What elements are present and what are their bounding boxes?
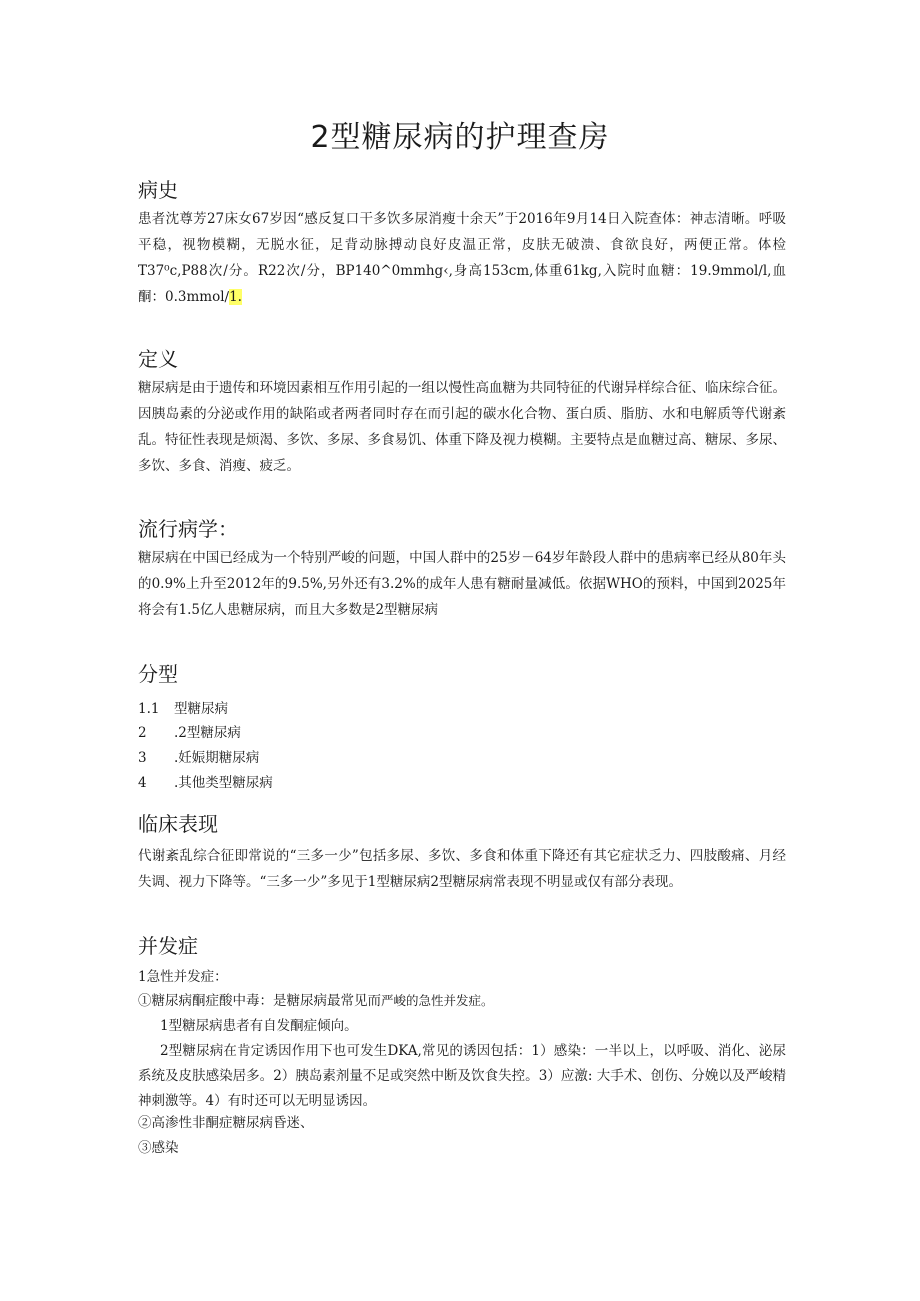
list-item-label: .其他类型糖尿病 <box>174 775 273 791</box>
list-item <box>138 721 241 745</box>
highlighted-text: 1. <box>229 289 242 305</box>
type2-note: 2型糖尿病在肯定诱因作用下也可发生DKA,常见的诱因包括：1）感染：一半以上，以呼吸、消化、泌尿系统及皮肤感染居多。2）胰岛素剂量不足或突然中断及饮食失控。3）应激: 大手术、创伤、分娩以及严峻精神刺激等。4）有时还可以无明显诱因。 <box>138 1043 786 1109</box>
list-item <box>138 697 228 721</box>
complications-heading: 并发症 <box>138 934 198 958</box>
list-item-label: .妊娠期糖尿病 <box>174 750 260 766</box>
page-title: 2型糖尿病的护理查房 <box>310 120 610 155</box>
definition-paragraph: 糖尿病是由于遗传和环境因素相互作用引起的一组以慢性高血糖为共同特征的代谢异样综合征、临床综合征。因胰岛素的分泌或作用的缺陷或者两者同时存在而引起的碳水化合物、蛋白质、脂肪、水和电解质等代谢紊乱。特征性表现是烦渴、多饮、多尿、多食易饥、体重下降及视力模糊。主要特点是血糖过高、糖尿、多尿、多饮、多食、消瘦、疲乏。 <box>138 380 786 474</box>
definition-heading: 定义 <box>138 347 178 371</box>
epidemiology-paragraph: 糖尿病在中国已经成为一个特别严峻的问题，中国人群中的25岁－64岁年龄段人群中的患病率已经从80年头的0.9%上升至2012年的9.5%,另外还有3.2%的成年人患有糖耐量减低。依据WHO的预料，中国到2025年将会有1.5亿人患糖尿病，而且大多数是2型糖尿病 <box>138 550 786 618</box>
clinical-paragraph: 代谢紊乱综合征即常说的“三多一少”包括多尿、多饮、多食和体重下降还有其它症状乏力、四肢酸痛、月经失调、视力下降等。“三多一少”多见于1型糖尿病2型糖尿病常表现不明显或仅有部分表现。 <box>138 848 786 890</box>
complication-item-1 <box>138 989 494 1013</box>
list-item <box>138 771 273 795</box>
complication-item-2: ②高渗性非酮症糖尿病昏迷、 <box>138 1115 314 1131</box>
complication-item-1-text: ①糖尿病酮症酸中毒：是糖尿病最常见而 <box>138 993 381 1009</box>
list-item-number: 4 <box>138 775 147 791</box>
list-item-number: 3 <box>138 750 147 766</box>
epidemiology-heading: 流行病学： <box>138 517 238 541</box>
types-heading: 分型 <box>138 662 178 686</box>
complication-item-3: ③感染 <box>138 1140 179 1156</box>
clinical-heading: 临床表现 <box>138 812 218 836</box>
history-text: 患者沈尊芳27床女67岁因“感反复口干多饮多尿消瘦十余天”于2016年9月14日入院查体：神志清晰。呼吸平稳，视物模糊，无脱水征，足背动脉搏动良好皮温正常，皮肤无破溃、食欲良好，两便正常。体检T37⁰c,P88次/分。R22次/分，BP140^0mmhg‹,身高153cm,体重61kg,入院时血糖：19.9mmol∕l,血酮：0.3mmol∕ <box>138 211 786 305</box>
list-item-number: 1.1 <box>138 701 160 717</box>
history-heading: 病史 <box>138 178 178 202</box>
list-item-number: 2 <box>138 725 147 741</box>
list-item <box>138 746 259 770</box>
acute-complications-label: 1急性并发症： <box>138 969 228 985</box>
type1-note: 1型糖尿病患者有自发酮症倾向。 <box>160 1018 358 1034</box>
complication-item-1-suffix: 严峻的急性并发症。 <box>381 993 494 1008</box>
list-item-label: 型糖尿病 <box>174 701 228 717</box>
history-paragraph <box>138 206 786 310</box>
list-item-label: .2型糖尿病 <box>174 725 241 741</box>
